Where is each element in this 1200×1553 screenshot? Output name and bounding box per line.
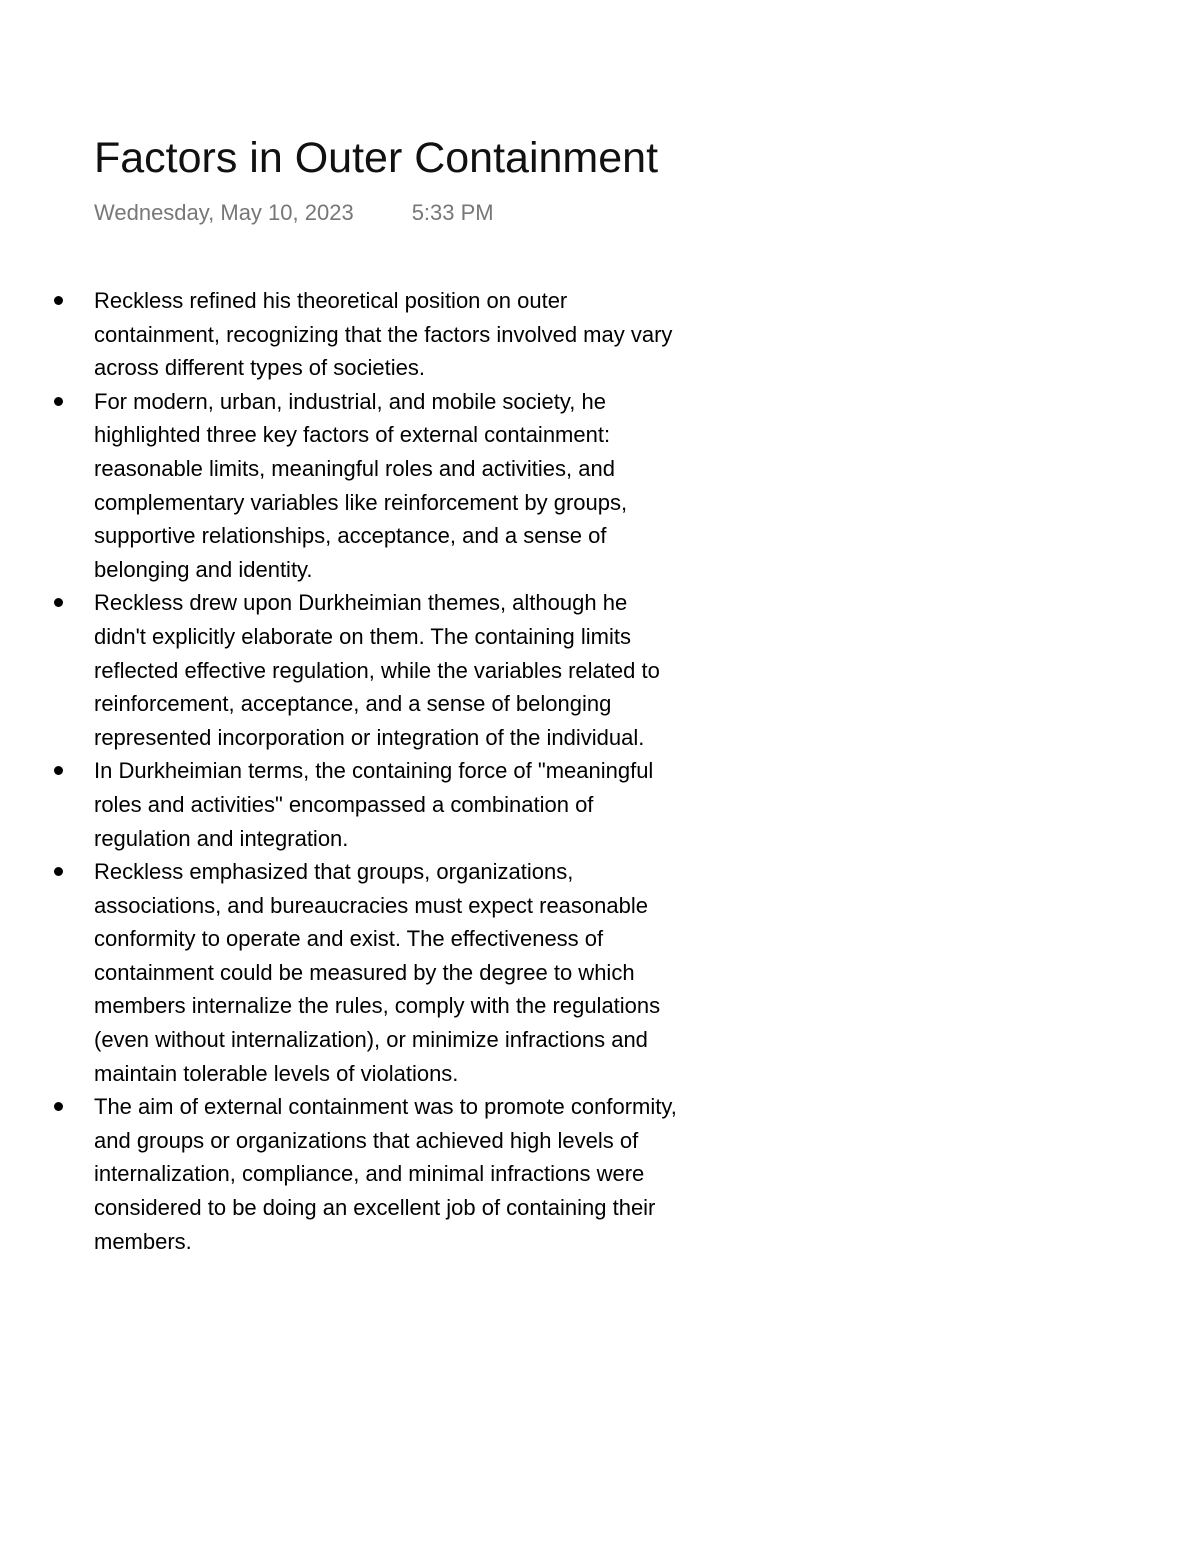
bullet-icon [54, 867, 63, 876]
list-item-text: Reckless refined his theoretical position on outer containment, recognizing that the factors involved may vary across different types of societies. [94, 288, 673, 381]
page-time: 5:33 PM [411, 200, 494, 225]
bullet-icon [54, 1102, 63, 1111]
list-item [94, 284, 684, 385]
list-item [94, 1090, 684, 1258]
bullet-list [94, 284, 684, 1258]
list-item-text: For modern, urban, industrial, and mobile society, he highlighted three key factors of external containment: reasonable limits, meaningful roles and activities, and complementary variables like reinforcement by groups, supportive relationships, acceptance, and a sense of belonging and identity. [94, 388, 628, 582]
list-item-text: The aim of external containment was to promote conformity, and groups or organizations that achieved high levels of internalization, compliance, and minimal infractions were considered to be doing an excellent job of containing their members. [94, 1094, 677, 1254]
bullet-icon [54, 296, 63, 305]
bullet-icon [54, 598, 63, 607]
list-item-text: Reckless drew upon Durkheimian themes, although he didn't explicitly elaborate on them. The containing limits reflected effective regulation, while the variables related to reinforcement, acceptance, and a sense of belonging represented incorporation or integration of the individual. [94, 590, 660, 750]
page-title: Factors in Outer Containment [94, 134, 659, 182]
page-date: Wednesday, May 10, 2023 [94, 200, 354, 225]
list-item [94, 385, 684, 587]
list-item-text: Reckless emphasized that groups, organizations, associations, and bureaucracies must expect reasonable conformity to operate and exist. The effectiveness of containment could be measured by the degree to which members internalize the rules, comply with the regulations (even without internalization), or minimize infractions and maintain tolerable levels of violations. [94, 859, 661, 1086]
list-item [94, 855, 684, 1090]
bullet-icon [54, 397, 63, 406]
list-item [94, 754, 684, 855]
page-timestamp [94, 198, 494, 228]
bullet-icon [54, 766, 63, 775]
list-item [94, 586, 684, 754]
list-item-text: In Durkheimian terms, the containing force of "meaningful roles and activities" encompassed a combination of regulation and integration. [94, 758, 654, 851]
